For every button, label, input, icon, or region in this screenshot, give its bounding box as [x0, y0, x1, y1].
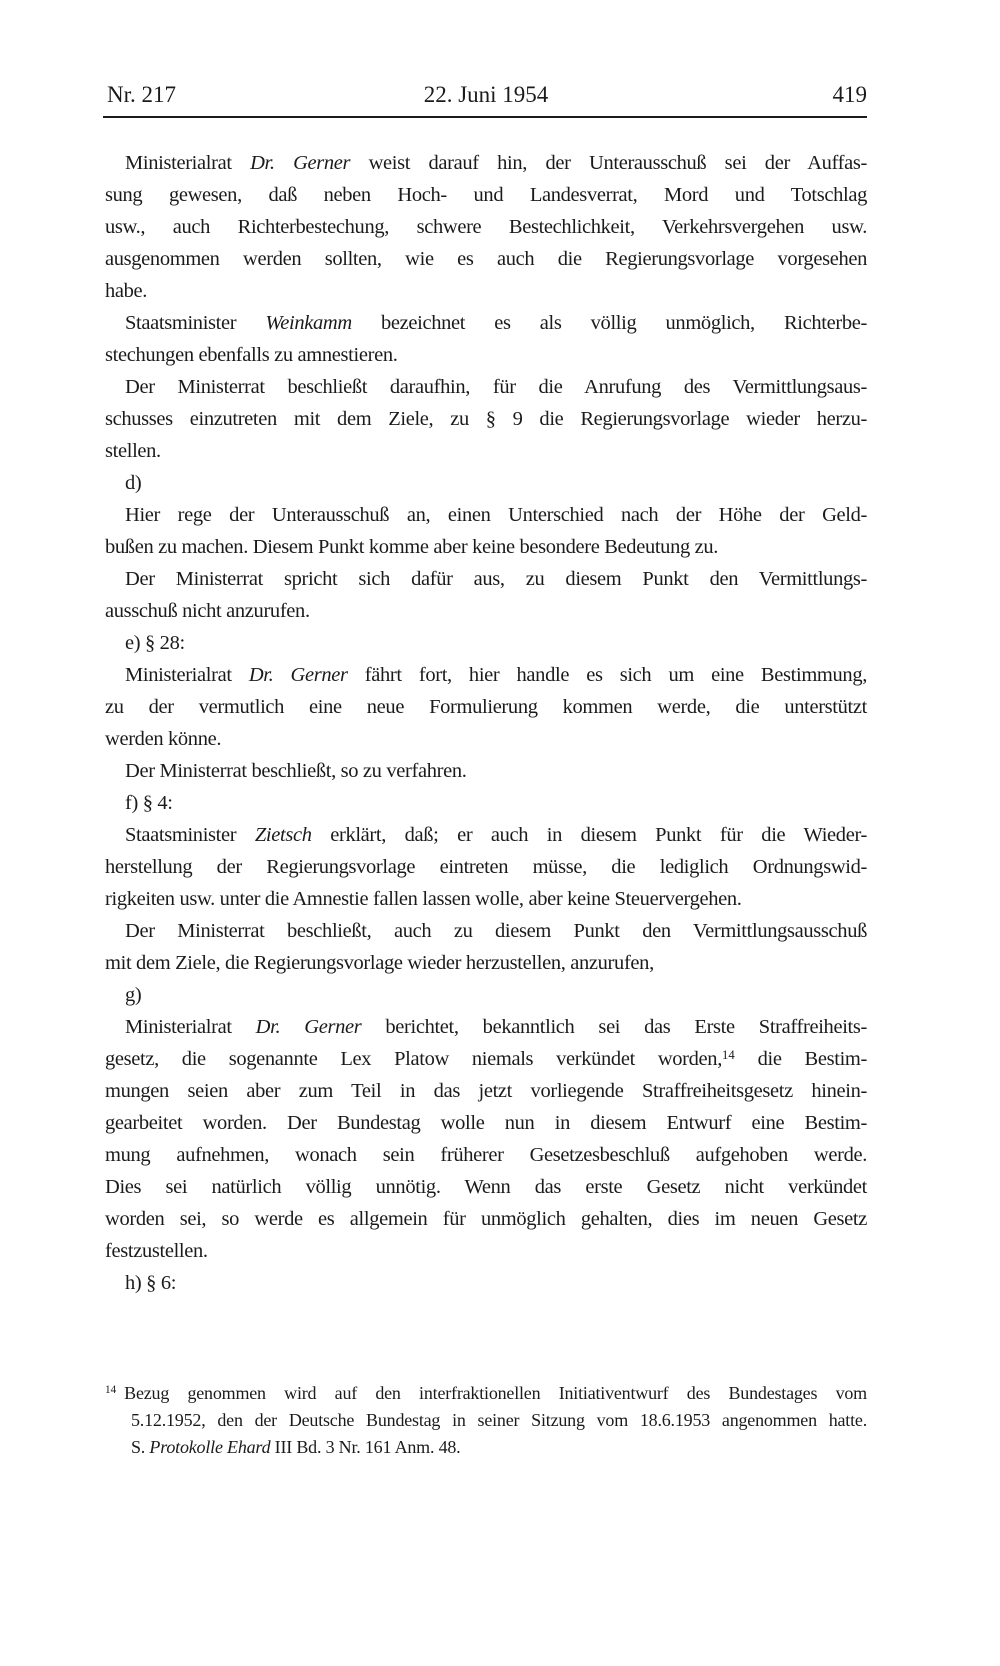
text-line: [105, 1075, 867, 1107]
paragraph: [105, 627, 867, 659]
text-segment: werden könne.: [105, 728, 222, 750]
text-line: [105, 147, 867, 179]
text-segment: fährt fort, hier handle es sich um eine Bestimmung,: [347, 664, 867, 686]
italic-name: Protokolle Ehard: [149, 1437, 271, 1457]
text-segment: Ministerialrat: [125, 664, 249, 686]
text-line: [105, 1011, 867, 1043]
text-segment: stellen.: [105, 440, 161, 462]
page-number: 419: [832, 82, 867, 107]
text-segment: zu der vermutlich eine neue Formulierung kommen werde, die unterstützt: [105, 696, 867, 718]
paragraph: [105, 307, 867, 371]
text-line: [105, 531, 867, 563]
text-line: [105, 691, 867, 723]
text-line: [105, 1434, 867, 1461]
text-segment: Der Ministerrat spricht sich dafür aus, zu diesem Punkt den Vermittlungs-: [125, 568, 867, 590]
text-segment: habe.: [105, 280, 148, 302]
document-number: Nr. 217: [107, 82, 176, 107]
text-line: [105, 595, 867, 627]
paragraph: [105, 147, 867, 307]
paragraph: [105, 819, 867, 915]
text-line: [105, 179, 867, 211]
paragraph: [105, 659, 867, 755]
text-segment: stechungen ebenfalls zu amnestieren.: [105, 344, 398, 366]
text-segment: rigkeiten usw. unter die Amnestie fallen lassen wolle, aber keine Steuervergehen.: [105, 888, 742, 910]
text-line: [105, 499, 867, 531]
text-segment: die Bestim-: [734, 1048, 867, 1070]
text-segment: e) § 28:: [125, 632, 185, 654]
text-segment: gearbeitet worden. Der Bundestag wolle nun in diesem Entwurf eine Bestim-: [105, 1112, 867, 1134]
text-line: [105, 851, 867, 883]
text-line: [105, 755, 867, 787]
paragraph: [105, 499, 867, 563]
text-line: [105, 787, 867, 819]
text-segment: Der Ministerrat beschließt, auch zu diesem Punkt den Vermittlungsausschuß: [125, 920, 867, 942]
text-line: [105, 339, 867, 371]
text-segment: festzustellen.: [105, 1240, 208, 1262]
paragraph: [105, 467, 867, 499]
italic-name: Zietsch: [254, 824, 312, 846]
text-segment: bezeichnet es als völlig unmöglich, Richterbe-: [351, 312, 867, 334]
text-line: [105, 883, 867, 915]
text-line: [105, 1139, 867, 1171]
paragraph: [105, 1011, 867, 1267]
italic-name: Dr. Gerner: [255, 1016, 362, 1038]
text-line: [105, 435, 867, 467]
text-line: [105, 1107, 867, 1139]
paragraph: [105, 787, 867, 819]
text-segment: gesetz, die sogenannte Lex Platow niemals verkündet worden,: [105, 1048, 722, 1070]
text-segment: ausschuß nicht anzurufen.: [105, 600, 310, 622]
text-segment: worden sei, so werde es allgemein für unmöglich gehalten, dies im neuen Gesetz: [105, 1208, 867, 1230]
text-segment: Ministerialrat: [125, 1016, 256, 1038]
text-line: [105, 307, 867, 339]
italic-name: Dr. Gerner: [250, 152, 351, 174]
text-segment: mungen seien aber zum Teil in das jetzt vorliegende Straffreiheitsgesetz hinein-: [105, 1080, 867, 1102]
text-segment: ausgenommen werden sollten, wie es auch die Regierungsvorlage vorgesehen: [105, 248, 867, 270]
paragraph: [105, 755, 867, 787]
text-segment: Dies sei natürlich völlig unnötig. Wenn das erste Gesetz nicht verkündet: [105, 1176, 867, 1198]
text-line: [105, 1043, 867, 1075]
text-segment: Der Ministerrat beschließt, so zu verfahren.: [125, 760, 467, 782]
text-line: [105, 1235, 867, 1267]
paragraph: [105, 979, 867, 1011]
italic-name: Weinkamm: [265, 312, 352, 334]
text-line: [105, 403, 867, 435]
footnote-reference: 14: [722, 1047, 735, 1062]
text-line: [105, 243, 867, 275]
text-line: [105, 371, 867, 403]
text-line: [105, 915, 867, 947]
text-line: [105, 723, 867, 755]
text-segment: Staatsminister: [125, 824, 255, 846]
text-line: [105, 1380, 867, 1407]
paragraph: [105, 563, 867, 627]
text-segment: sung gewesen, daß neben Hoch- und Landesverrat, Mord und Totschlag: [105, 184, 867, 206]
text-segment: usw., auch Richterbestechung, schwere Bestechlichkeit, Verkehrsvergehen usw.: [105, 216, 867, 238]
text-segment: S.: [131, 1437, 150, 1457]
text-segment: mung aufnehmen, wonach sein früherer Gesetzesbeschluß aufgehoben werde.: [105, 1144, 867, 1166]
body-text: [105, 147, 867, 1299]
text-segment: f) § 4:: [125, 792, 173, 814]
header-rule: [103, 116, 867, 118]
text-segment: d): [125, 472, 142, 494]
footnote: [105, 1380, 867, 1461]
text-segment: h) § 6:: [125, 1272, 177, 1294]
text-line: [105, 819, 867, 851]
text-segment: III Bd. 3 Nr. 161 Anm. 48.: [270, 1437, 461, 1457]
text-line: [105, 1171, 867, 1203]
paragraph: [105, 1267, 867, 1299]
text-line: [105, 979, 867, 1011]
text-segment: Ministerialrat: [125, 152, 251, 174]
paragraph: [105, 371, 867, 467]
text-segment: 5.12.1952, den der Deutsche Bundestag in seiner Sitzung vom 18.6.1953 angenommen hatte.: [131, 1410, 867, 1430]
italic-name: Dr. Gerner: [248, 664, 348, 686]
text-segment: Bezug genommen wird auf den interfraktionellen Initiativentwurf des Bundestages vom: [124, 1383, 867, 1403]
text-segment: g): [125, 984, 142, 1006]
text-segment: Hier rege der Unterausschuß an, einen Unterschied nach der Höhe der Geld-: [125, 504, 867, 526]
text-segment: berichtet, bekanntlich sei das Erste Straffreiheits-: [361, 1016, 867, 1038]
text-segment: mit dem Ziele, die Regierungsvorlage wieder herzustellen, anzurufen,: [105, 952, 654, 974]
text-line: [105, 1267, 867, 1299]
text-segment: erklärt, daß; er auch in diesem Punkt für die Wieder-: [311, 824, 867, 846]
text-segment: Staatsminister: [125, 312, 266, 334]
footnote-reference: 14: [105, 1384, 117, 1397]
paragraph: [105, 915, 867, 979]
text-line: [105, 275, 867, 307]
text-segment: Der Ministerrat beschließt daraufhin, für die Anrufung des Vermittlungsaus-: [125, 376, 867, 398]
text-line: [105, 1407, 867, 1434]
header-date: 22. Juni 1954: [423, 82, 549, 107]
text-segment: schusses einzutreten mit dem Ziele, zu § 9 die Regierungsvorlage wieder herzu-: [105, 408, 867, 430]
text-line: [105, 947, 867, 979]
text-line: [105, 627, 867, 659]
text-line: [105, 467, 867, 499]
text-segment: bußen zu machen. Diesem Punkt komme aber keine besondere Bedeutung zu.: [105, 536, 719, 558]
text-segment: herstellung der Regierungsvorlage eintreten müsse, die lediglich Ordnungswid-: [105, 856, 867, 878]
text-line: [105, 659, 867, 691]
text-line: [105, 211, 867, 243]
page-header: [105, 82, 867, 112]
text-segment: weist darauf hin, der Unterausschuß sei der Auffas-: [350, 152, 867, 174]
text-line: [105, 1203, 867, 1235]
text-line: [105, 563, 867, 595]
